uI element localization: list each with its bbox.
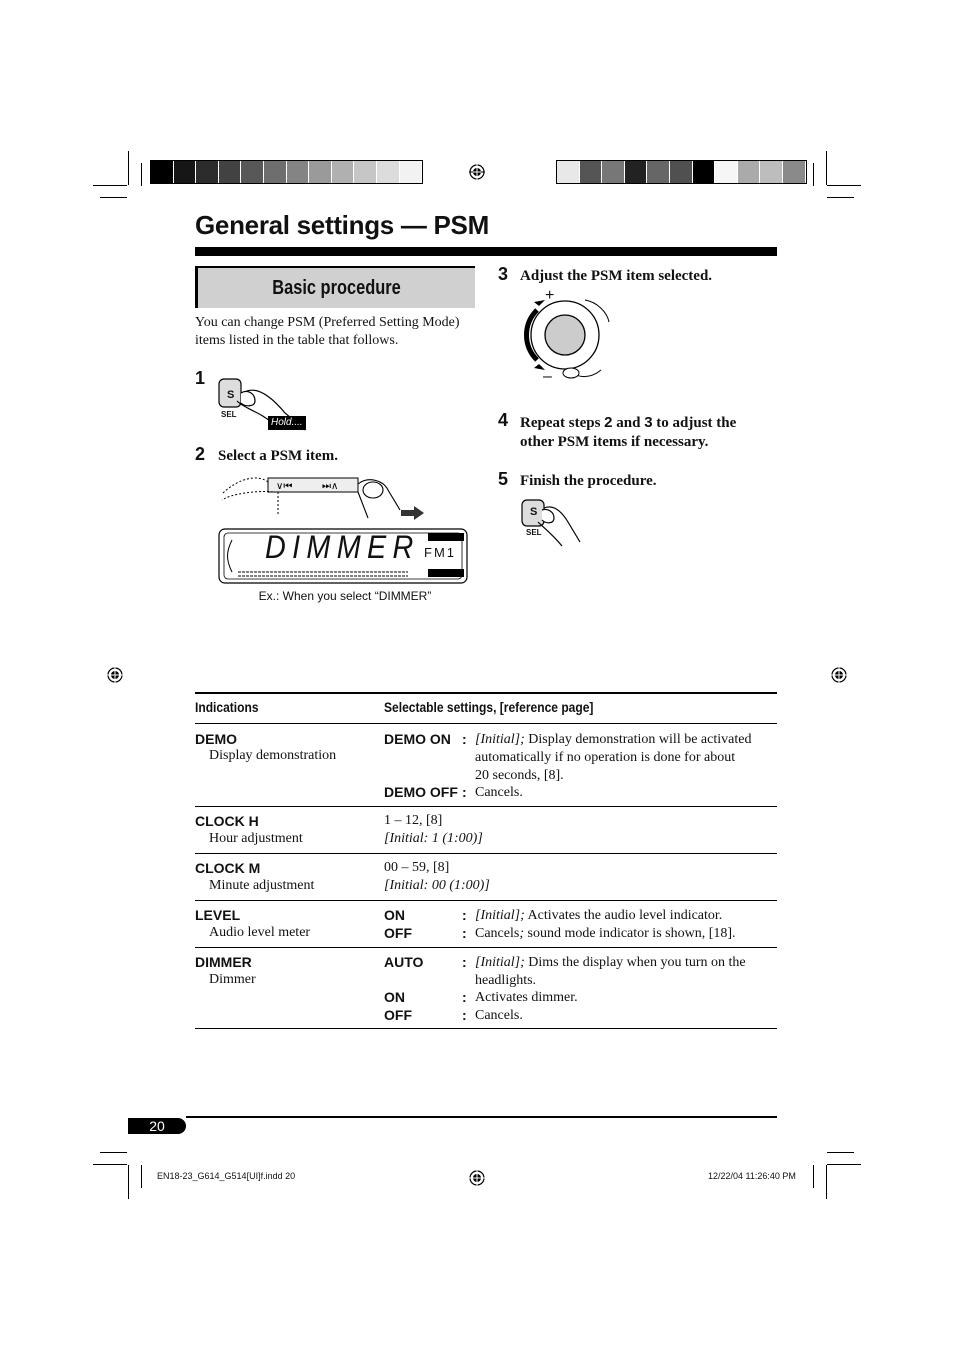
crop-mark [128, 1165, 129, 1199]
crop-mark [826, 151, 827, 185]
row-clockm-desc: Minute adjustment [209, 878, 315, 893]
dial-minus-label: – [543, 368, 552, 385]
footer-date: 12/22/04 11:26:40 PM [708, 1171, 796, 1181]
crop-mark [827, 1164, 861, 1165]
colon: : [462, 784, 467, 800]
crop-mark [141, 163, 142, 186]
crop-mark [100, 1152, 127, 1153]
table-header-rule [195, 723, 777, 724]
step-1-number: 1 [195, 368, 206, 388]
intro-paragraph: You can change PSM (Preferred Setting Mode) items listed in the table that follows. [195, 315, 460, 348]
hold-label: Hold.... [268, 416, 306, 430]
row-clockm-code: CLOCK M [195, 860, 261, 876]
row-clockh-code: CLOCK H [195, 813, 259, 829]
colon: : [462, 907, 467, 923]
row-dimmer-code: DIMMER [195, 954, 252, 970]
step-3-text: Adjust the PSM item selected. [520, 268, 713, 284]
footer-rule [186, 1116, 777, 1118]
colon: : [462, 954, 467, 970]
table-row-rule [195, 900, 777, 901]
page-title: General settings — PSM [195, 210, 489, 240]
colon: : [462, 925, 467, 941]
registration-mark-icon [469, 164, 485, 180]
row-dimmer-opt3: OFF [384, 1007, 412, 1023]
step-4-text: Repeat steps 2 and 3 to adjust the other PSM items if necessary. [520, 414, 737, 450]
row-clockh-range: 1 – 12, [8] [384, 813, 443, 828]
step-3-number: 3 [498, 264, 509, 284]
select-buttons-illustration [218, 470, 428, 522]
row-level-opt1-text: [Initial]; Activates the audio level indicator. [475, 908, 723, 923]
row-demo-opt2-text: Cancels. [475, 785, 523, 800]
illustration-caption: Ex.: When you select “DIMMER” [258, 589, 432, 603]
row-level-opt1: ON [384, 907, 405, 923]
lcd-main-text: DIMMER [265, 529, 420, 565]
footer-file: EN18-23_G614_G514[UI]f.indd 20 [157, 1171, 296, 1181]
crop-mark [93, 185, 127, 186]
row-dimmer-opt3-text: Cancels. [475, 1008, 523, 1023]
registration-mark-icon [469, 1170, 485, 1186]
s-button-label-2: S [530, 506, 538, 518]
svg-text:⏭∧: ⏭∧ [322, 481, 339, 492]
sel-label: SEL [221, 410, 237, 419]
page-number: 20 [149, 1118, 165, 1134]
title-rule [195, 247, 777, 256]
row-dimmer-opt2-text: Activates dimmer. [475, 990, 578, 1005]
registration-mark-icon [107, 667, 123, 683]
row-dimmer-desc: Dimmer [209, 972, 256, 987]
row-demo-opt1: DEMO ON [384, 731, 451, 747]
row-dimmer-opt1: AUTO [384, 954, 424, 970]
lcd-band-text: FM1 [424, 545, 456, 560]
table-header-indications: Indications [195, 699, 259, 715]
step-2-number: 2 [195, 444, 206, 464]
table-header-settings: Selectable settings, [reference page] [384, 699, 594, 715]
row-clockh-initial: [Initial: 1 (1:00)] [384, 831, 483, 846]
crop-mark [826, 1165, 827, 1199]
dial-plus-label: + [545, 287, 555, 304]
row-dimmer-opt2: ON [384, 989, 405, 1005]
row-clockm-initial: [Initial: 00 (1:00)] [384, 878, 490, 893]
step-5-text: Finish the procedure. [520, 473, 657, 489]
row-demo-code: DEMO [195, 731, 237, 747]
colon: : [462, 1007, 467, 1023]
crop-mark [128, 151, 129, 185]
row-level-desc: Audio level meter [209, 925, 311, 940]
crop-mark [141, 1165, 142, 1188]
registration-mark-icon [831, 667, 847, 683]
crop-mark [827, 185, 861, 186]
sel-label-2: SEL [526, 528, 542, 537]
crop-mark [813, 163, 814, 186]
crop-mark [827, 197, 854, 198]
table-top-rule [195, 692, 777, 694]
crop-mark [100, 197, 127, 198]
gray-scale-bar-right [556, 160, 807, 184]
row-level-code: LEVEL [195, 907, 241, 923]
step-5-number: 5 [498, 469, 509, 489]
row-demo-desc: Display demonstration [209, 748, 337, 763]
crop-mark [93, 1164, 127, 1165]
gray-scale-bar-left [150, 160, 423, 184]
crop-mark [813, 1165, 814, 1188]
table-row-rule [195, 853, 777, 854]
svg-text:∨⏮: ∨⏮ [276, 481, 293, 492]
section-heading: Basic procedure [272, 277, 401, 299]
table-row-rule [195, 806, 777, 807]
sel-button-press-illustration-2 [518, 496, 598, 551]
control-dial-icon [515, 288, 615, 388]
crop-mark [827, 1152, 854, 1153]
step-4-number: 4 [498, 410, 509, 430]
row-demo-opt2: DEMO OFF [384, 784, 458, 800]
row-demo-opt1-text: [Initial]; Display demonstration will be activated automatically if no operation is done for about 20 seconds, [8]. [475, 732, 752, 783]
table-bottom-rule [195, 1028, 777, 1029]
step-2-text: Select a PSM item. [218, 448, 338, 464]
colon: : [462, 731, 467, 747]
s-button-label: S [227, 389, 235, 401]
colon: : [462, 989, 467, 1005]
section-heading-box [195, 266, 475, 308]
row-level-opt2-text: Cancels; sound mode indicator is shown, [18]. [475, 926, 736, 941]
row-clockh-desc: Hour adjustment [209, 831, 303, 846]
table-row-rule [195, 947, 777, 948]
row-level-opt2: OFF [384, 925, 412, 941]
row-clockm-range: 00 – 59, [8] [384, 860, 450, 875]
row-dimmer-opt1-text: [Initial]; Dims the display when you turn on the headlights. [475, 955, 746, 988]
